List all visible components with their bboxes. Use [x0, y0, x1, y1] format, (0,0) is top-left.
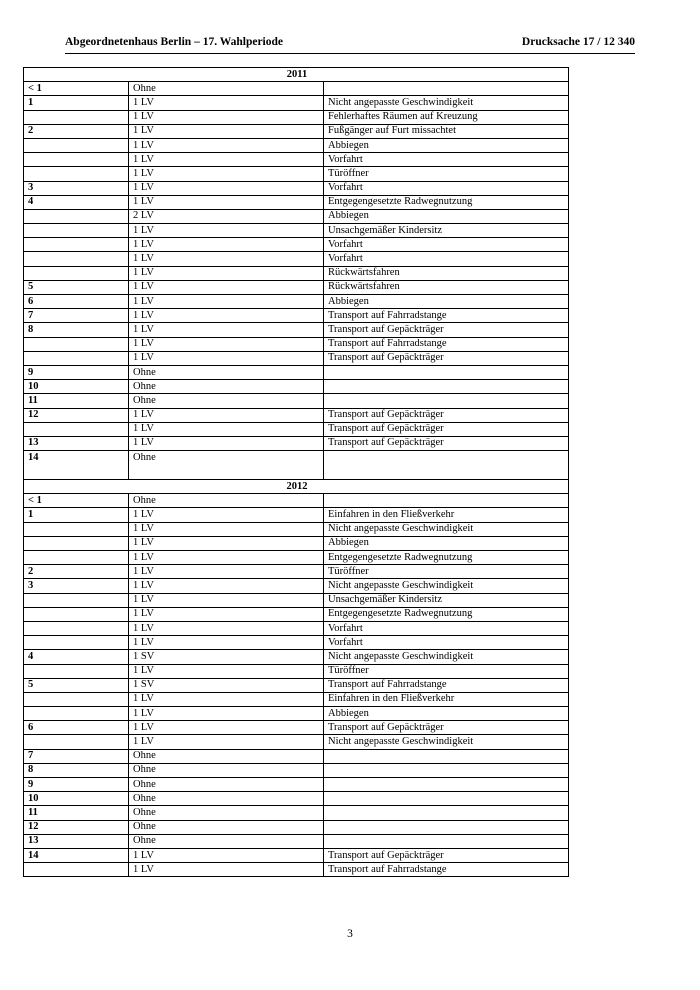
age-cell: 4 — [24, 195, 129, 209]
injury-cell: 1 LV — [129, 224, 324, 238]
table-row — [24, 451, 569, 480]
injury-cell: 1 LV — [129, 707, 324, 721]
injury-cell: 1 LV — [129, 252, 324, 266]
injury-cell: 1 LV — [129, 863, 324, 877]
header-right-docnumber: Drucksache 17 / 12 340 — [521, 36, 635, 48]
age-cell — [24, 252, 129, 266]
cause-cell: Türöffner — [324, 664, 569, 678]
injury-cell: 1 SV — [129, 678, 324, 692]
age-cell: 7 — [24, 309, 129, 323]
age-cell — [24, 337, 129, 351]
age-cell — [24, 863, 129, 877]
table-row — [24, 82, 569, 96]
injury-cell: 1 LV — [129, 579, 324, 593]
table-row — [24, 607, 569, 621]
cause-cell: Rückwärtsfahren — [324, 280, 569, 294]
age-cell: 3 — [24, 181, 129, 195]
cause-cell: Vorfahrt — [324, 252, 569, 266]
cause-cell: Unsachgemäßer Kindersitz — [324, 593, 569, 607]
cause-cell: Einfahren in den Fließverkehr — [324, 508, 569, 522]
injury-cell: 1 LV — [129, 96, 324, 110]
table-row — [24, 551, 569, 565]
injury-cell: Ohne — [129, 494, 324, 508]
cause-cell: Nicht angepasste Geschwindigkeit — [324, 579, 569, 593]
header-left-title: Abgeordnetenhaus Berlin – 17. Wahlperiode — [65, 36, 283, 48]
injury-cell: 1 LV — [129, 565, 324, 579]
injury-cell: 1 SV — [129, 650, 324, 664]
age-cell: 3 — [24, 579, 129, 593]
table-row — [24, 565, 569, 579]
table-row — [24, 508, 569, 522]
injury-cell: 1 LV — [129, 636, 324, 650]
age-cell: 5 — [24, 280, 129, 294]
year-header: 2011 — [24, 68, 569, 82]
injury-cell: Ohne — [129, 380, 324, 394]
cause-cell — [324, 763, 569, 777]
age-cell — [24, 551, 129, 565]
age-cell — [24, 209, 129, 223]
age-cell — [24, 636, 129, 650]
year-header-row — [24, 480, 569, 494]
injury-cell: 1 LV — [129, 351, 324, 365]
table-row — [24, 238, 569, 252]
age-cell: 10 — [24, 792, 129, 806]
injury-cell: Ohne — [129, 763, 324, 777]
cause-cell — [324, 778, 569, 792]
cause-cell: Vorfahrt — [324, 636, 569, 650]
year-header: 2012 — [24, 480, 569, 494]
cause-cell: Transport auf Gepäckträger — [324, 408, 569, 422]
age-cell: 10 — [24, 380, 129, 394]
table-row — [24, 820, 569, 834]
injury-cell: 1 LV — [129, 522, 324, 536]
table-row — [24, 181, 569, 195]
injury-cell: 1 LV — [129, 266, 324, 280]
cause-cell: Nicht angepasste Geschwindigkeit — [324, 96, 569, 110]
age-cell — [24, 621, 129, 635]
cause-cell: Entgegengesetzte Radwegnutzung — [324, 195, 569, 209]
injury-cell: Ohne — [129, 820, 324, 834]
cause-cell: Nicht angepasste Geschwindigkeit — [324, 735, 569, 749]
cause-cell: Türöffner — [324, 565, 569, 579]
table-row — [24, 124, 569, 138]
age-cell: < 1 — [24, 494, 129, 508]
injury-cell: 2 LV — [129, 209, 324, 223]
age-cell: 9 — [24, 778, 129, 792]
age-cell — [24, 692, 129, 706]
table-row — [24, 110, 569, 124]
table-row — [24, 834, 569, 848]
injury-cell: 1 LV — [129, 153, 324, 167]
injury-cell: 1 LV — [129, 551, 324, 565]
cause-cell: Transport auf Fahrradstange — [324, 863, 569, 877]
table-row — [24, 848, 569, 862]
cause-cell: Rückwärtsfahren — [324, 266, 569, 280]
cause-cell: Vorfahrt — [324, 238, 569, 252]
page-number: 3 — [347, 928, 353, 940]
cause-cell: Türöffner — [324, 167, 569, 181]
age-cell: 2 — [24, 565, 129, 579]
injury-cell: 1 LV — [129, 295, 324, 309]
table-row — [24, 138, 569, 152]
table-row — [24, 806, 569, 820]
injury-cell: 1 LV — [129, 280, 324, 294]
cause-cell — [324, 451, 569, 480]
year-header-row — [24, 68, 569, 82]
table-row — [24, 863, 569, 877]
cause-cell — [324, 820, 569, 834]
table-row — [24, 778, 569, 792]
injury-cell: 1 LV — [129, 692, 324, 706]
age-cell: 1 — [24, 508, 129, 522]
injury-cell: Ohne — [129, 394, 324, 408]
table-row — [24, 408, 569, 422]
injury-cell: 1 LV — [129, 508, 324, 522]
age-cell: 11 — [24, 806, 129, 820]
table-row — [24, 621, 569, 635]
injury-cell: 1 LV — [129, 848, 324, 862]
cause-cell: Vorfahrt — [324, 181, 569, 195]
cause-cell: Vorfahrt — [324, 621, 569, 635]
table-row — [24, 522, 569, 536]
cause-cell: Transport auf Gepäckträger — [324, 848, 569, 862]
injury-cell: 1 LV — [129, 238, 324, 252]
injury-cell: Ohne — [129, 82, 324, 96]
cause-cell: Entgegengesetzte Radwegnutzung — [324, 607, 569, 621]
injury-cell: 1 LV — [129, 195, 324, 209]
accident-table-body — [24, 68, 569, 877]
cause-cell: Abbiegen — [324, 295, 569, 309]
age-cell: 12 — [24, 820, 129, 834]
injury-cell: 1 LV — [129, 436, 324, 450]
table-row — [24, 295, 569, 309]
cause-cell: Fußgänger auf Furt missachtet — [324, 124, 569, 138]
age-cell: 11 — [24, 394, 129, 408]
age-cell — [24, 593, 129, 607]
table-row — [24, 436, 569, 450]
table-row — [24, 96, 569, 110]
age-cell: 4 — [24, 650, 129, 664]
cause-cell: Unsachgemäßer Kindersitz — [324, 224, 569, 238]
injury-cell: Ohne — [129, 778, 324, 792]
age-cell — [24, 522, 129, 536]
table-row — [24, 280, 569, 294]
table-row — [24, 195, 569, 209]
cause-cell — [324, 494, 569, 508]
age-cell — [24, 266, 129, 280]
cause-cell — [324, 365, 569, 379]
table-row — [24, 664, 569, 678]
injury-cell: Ohne — [129, 749, 324, 763]
age-cell — [24, 153, 129, 167]
page-header — [65, 0, 635, 54]
age-cell — [24, 664, 129, 678]
cause-cell: Nicht angepasste Geschwindigkeit — [324, 522, 569, 536]
cause-cell: Transport auf Gepäckträger — [324, 351, 569, 365]
table-row — [24, 763, 569, 777]
table-row — [24, 422, 569, 436]
table-row — [24, 252, 569, 266]
injury-cell: Ohne — [129, 451, 324, 480]
cause-cell: Transport auf Fahrradstange — [324, 309, 569, 323]
cause-cell: Abbiegen — [324, 536, 569, 550]
cause-cell — [324, 834, 569, 848]
table-row — [24, 678, 569, 692]
injury-cell: Ohne — [129, 834, 324, 848]
age-cell: < 1 — [24, 82, 129, 96]
age-cell: 13 — [24, 834, 129, 848]
age-cell: 14 — [24, 451, 129, 480]
age-cell — [24, 735, 129, 749]
age-cell — [24, 238, 129, 252]
age-cell: 1 — [24, 96, 129, 110]
age-cell — [24, 351, 129, 365]
cause-cell — [324, 806, 569, 820]
table-row — [24, 593, 569, 607]
table-row — [24, 735, 569, 749]
table-row — [24, 266, 569, 280]
age-cell: 6 — [24, 295, 129, 309]
cause-cell: Vorfahrt — [324, 153, 569, 167]
cause-cell: Abbiegen — [324, 209, 569, 223]
cause-cell: Transport auf Gepäckträger — [324, 721, 569, 735]
cause-cell: Entgegengesetzte Radwegnutzung — [324, 551, 569, 565]
injury-cell: 1 LV — [129, 323, 324, 337]
injury-cell: 1 LV — [129, 664, 324, 678]
age-cell — [24, 707, 129, 721]
injury-cell: 1 LV — [129, 309, 324, 323]
table-row — [24, 579, 569, 593]
injury-cell: Ohne — [129, 792, 324, 806]
age-cell — [24, 138, 129, 152]
injury-cell: Ohne — [129, 365, 324, 379]
cause-cell — [324, 380, 569, 394]
table-row — [24, 153, 569, 167]
cause-cell: Abbiegen — [324, 707, 569, 721]
injury-cell: 1 LV — [129, 607, 324, 621]
table-row — [24, 792, 569, 806]
table-row — [24, 536, 569, 550]
age-cell: 8 — [24, 763, 129, 777]
injury-cell: 1 LV — [129, 408, 324, 422]
age-cell — [24, 110, 129, 124]
age-cell — [24, 536, 129, 550]
injury-cell: 1 LV — [129, 621, 324, 635]
cause-cell — [324, 394, 569, 408]
cause-cell: Nicht angepasste Geschwindigkeit — [324, 650, 569, 664]
cause-cell — [324, 792, 569, 806]
cause-cell: Transport auf Gepäckträger — [324, 422, 569, 436]
table-row — [24, 224, 569, 238]
injury-cell: 1 LV — [129, 124, 324, 138]
injury-cell: 1 LV — [129, 167, 324, 181]
cause-cell: Einfahren in den Fließverkehr — [324, 692, 569, 706]
injury-cell: 1 LV — [129, 593, 324, 607]
cause-cell: Transport auf Gepäckträger — [324, 436, 569, 450]
injury-cell: 1 LV — [129, 138, 324, 152]
age-cell — [24, 422, 129, 436]
injury-cell: 1 LV — [129, 735, 324, 749]
table-row — [24, 309, 569, 323]
table-row — [24, 323, 569, 337]
age-cell: 6 — [24, 721, 129, 735]
table-row — [24, 394, 569, 408]
age-cell — [24, 607, 129, 621]
age-cell — [24, 167, 129, 181]
cause-cell: Transport auf Fahrradstange — [324, 337, 569, 351]
age-cell: 12 — [24, 408, 129, 422]
age-cell: 2 — [24, 124, 129, 138]
age-cell: 13 — [24, 436, 129, 450]
age-cell: 9 — [24, 365, 129, 379]
age-cell: 14 — [24, 848, 129, 862]
cause-cell: Abbiegen — [324, 138, 569, 152]
table-row — [24, 707, 569, 721]
injury-cell: 1 LV — [129, 536, 324, 550]
cause-cell: Fehlerhaftes Räumen auf Kreuzung — [324, 110, 569, 124]
table-row — [24, 749, 569, 763]
injury-cell: 1 LV — [129, 110, 324, 124]
injury-cell: Ohne — [129, 806, 324, 820]
table-row — [24, 636, 569, 650]
table-row — [24, 692, 569, 706]
age-cell: 7 — [24, 749, 129, 763]
cause-cell — [324, 82, 569, 96]
cause-cell: Transport auf Fahrradstange — [324, 678, 569, 692]
table-row — [24, 721, 569, 735]
table-row — [24, 494, 569, 508]
cause-cell: Transport auf Gepäckträger — [324, 323, 569, 337]
table-row — [24, 351, 569, 365]
cause-cell — [324, 749, 569, 763]
table-row — [24, 167, 569, 181]
age-cell: 8 — [24, 323, 129, 337]
table-row — [24, 337, 569, 351]
age-cell: 5 — [24, 678, 129, 692]
table-row — [24, 365, 569, 379]
accident-table — [23, 67, 569, 877]
table-row — [24, 209, 569, 223]
injury-cell: 1 LV — [129, 337, 324, 351]
table-row — [24, 380, 569, 394]
injury-cell: 1 LV — [129, 422, 324, 436]
injury-cell: 1 LV — [129, 181, 324, 195]
injury-cell: 1 LV — [129, 721, 324, 735]
age-cell — [24, 224, 129, 238]
table-row — [24, 650, 569, 664]
